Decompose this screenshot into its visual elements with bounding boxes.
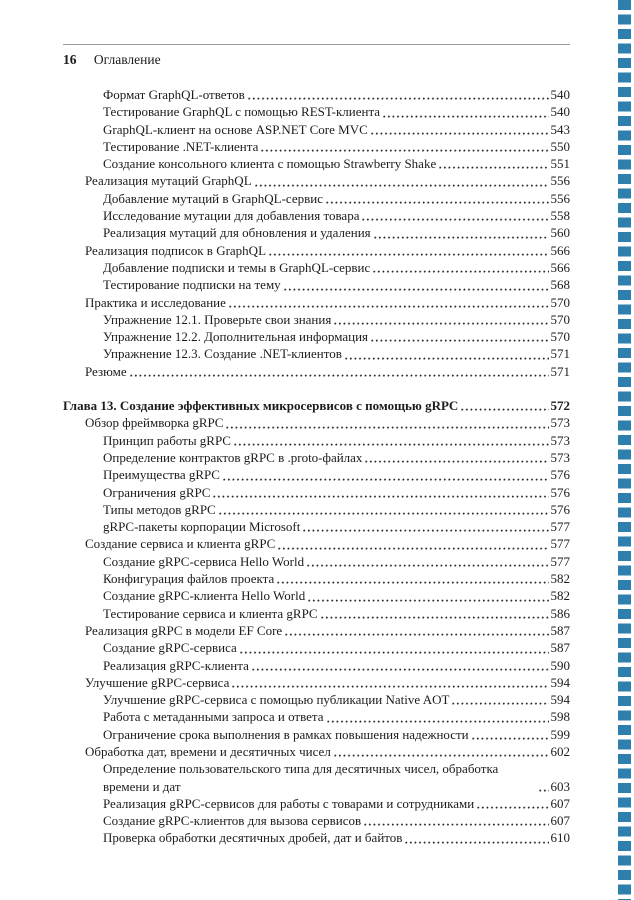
toc-entry (103, 553, 570, 570)
toc-entry-title: Добавление подписки и темы в GraphQL-сервис (103, 259, 371, 275)
toc-entry (103, 570, 570, 587)
dot-leader (452, 701, 548, 705)
toc-entry-page: 586 (550, 605, 570, 621)
dot-leader (362, 217, 548, 221)
toc-entry (103, 587, 570, 604)
toc-entry-title: Создание gRPC-сервиса Hello World (103, 553, 305, 569)
toc-entry (103, 449, 570, 466)
scrollbar-strip[interactable] (618, 0, 631, 900)
toc-entry-title: Определение контрактов gRPC в .proto-файлах (103, 449, 363, 465)
toc-entry-title: Практика и исследование (85, 294, 226, 310)
toc-entry-title: Проверка обработки десятичных дробей, дат и байтов (103, 830, 403, 846)
toc-entry-page: 594 (550, 674, 570, 690)
dot-leader (269, 252, 548, 256)
toc-entry (103, 466, 570, 483)
dot-leader (461, 407, 548, 411)
dot-leader (334, 753, 549, 757)
dot-leader (405, 840, 548, 844)
toc-entry-title: Реализация gRPC-клиента (103, 657, 249, 673)
toc-entry-title: Конфигурация файлов проекта (103, 571, 275, 587)
toc-entry-title: Реализация подписок в GraphQL (85, 242, 267, 258)
toc-entry-title: Упражнение 12.2. Дополнительная информация (103, 329, 369, 345)
dot-leader (383, 114, 548, 118)
toc-entry (103, 829, 570, 846)
dot-leader (255, 183, 549, 187)
toc-entry-title: Создание сервиса и клиента gRPC (85, 536, 276, 552)
dot-leader (303, 528, 548, 532)
toc-entry (85, 294, 570, 311)
toc-entry (103, 760, 570, 795)
toc-entry-title: Тестирование подписки на тему (103, 277, 281, 293)
toc-entry (103, 708, 570, 725)
dot-leader (477, 805, 548, 809)
toc-entry (103, 501, 570, 518)
toc-entry-page: 577 (550, 553, 570, 569)
toc-entry-page: 571 (550, 346, 570, 362)
toc-entry-title: Создание gRPC-клиентов для вызова сервисов (103, 813, 362, 829)
toc-entry-title: Реализация мутаций GraphQL (85, 173, 252, 189)
toc-entry-page: 577 (550, 519, 570, 535)
dot-leader (229, 304, 549, 308)
toc-entry-title: Резюме (85, 363, 127, 379)
dot-leader (307, 563, 548, 567)
toc-entry (103, 328, 570, 345)
toc-entry (103, 207, 570, 224)
toc-entry-title: Глава 13. Создание эффективных микросервисов с помощью gRPC (63, 398, 459, 414)
toc-entry-title: Создание консольного клиента с помощью Strawberry Shake (103, 156, 437, 172)
toc-entry-page: 594 (550, 692, 570, 708)
toc-entry-page: 610 (550, 830, 570, 846)
dot-leader (321, 615, 549, 619)
toc-entry (85, 172, 570, 189)
running-head-title: Оглавление (93, 52, 161, 67)
dot-leader (234, 442, 549, 446)
toc-entry-page: 577 (550, 536, 570, 552)
toc-entry-page: 570 (550, 311, 570, 327)
toc-entry-page: 607 (550, 795, 570, 811)
toc-entry-title: Реализация gRPC в модели EF Core (85, 622, 283, 638)
toc-entry (103, 190, 570, 207)
toc-entry-title: Формат GraphQL-ответов (103, 87, 245, 102)
dot-leader (472, 736, 549, 740)
dot-leader (240, 650, 549, 654)
toc-entry-page: 556 (550, 190, 570, 206)
toc-entry (103, 795, 570, 812)
toc-entry-page: 582 (550, 571, 570, 587)
toc-entry-page: 590 (550, 657, 570, 673)
toc-entry (85, 743, 570, 760)
toc-entry (103, 639, 570, 656)
toc-entry-title: Улучшение gRPC-сервиса (85, 674, 230, 690)
toc-entry-page: 551 (550, 156, 570, 172)
toc-entry-page: 573 (550, 432, 570, 448)
dot-leader (364, 822, 548, 826)
dot-leader (371, 131, 549, 135)
toc-entry-page: 556 (550, 173, 570, 189)
dot-leader (308, 598, 548, 602)
toc-entry-title: Типы методов gRPC (103, 501, 216, 517)
toc-entry-page: 587 (550, 622, 570, 638)
toc-entry-page: 566 (550, 242, 570, 258)
toc-entry-title: Обзор фреймворка gRPC (85, 415, 224, 431)
toc-entry-page: 570 (550, 329, 570, 345)
toc-entry-page: 607 (550, 813, 570, 829)
toc-entry-page: 540 (550, 87, 570, 102)
toc-entry-title: Тестирование .NET-клиента (103, 138, 259, 154)
dot-leader (261, 148, 548, 152)
toc-entry (85, 363, 570, 380)
toc-entry (103, 518, 570, 535)
toc-list (63, 86, 570, 847)
toc-entry-title: Упражнение 12.3. Создание .NET-клиентов (103, 346, 342, 362)
dot-leader (285, 632, 548, 636)
toc-entry (103, 726, 570, 743)
toc-entry (103, 311, 570, 328)
toc-entry (103, 86, 570, 103)
toc-entry (103, 812, 570, 829)
toc-entry-title: Упражнение 12.1. Проверьте свои знания (103, 311, 332, 327)
dot-leader (226, 425, 548, 429)
toc-entry (103, 224, 570, 241)
dot-leader (373, 269, 548, 273)
toc-entry (85, 414, 570, 431)
dot-leader (327, 719, 549, 723)
toc-entry-page: 602 (550, 743, 570, 759)
toc-entry (103, 691, 570, 708)
toc-entry-title: GraphQL-клиент на основе ASP.NET Core MVC (103, 121, 368, 137)
toc-entry-page: 603 (550, 778, 570, 794)
dot-leader (219, 511, 549, 515)
dot-leader (365, 459, 548, 463)
running-header (63, 44, 570, 68)
toc-entry-title: Ограничение срока выполнения в рамках повышения надежности (103, 726, 469, 742)
toc-entry-page: 598 (550, 709, 570, 725)
toc-entry (103, 103, 570, 120)
toc-entry-page: 582 (550, 588, 570, 604)
toc-entry-page: 572 (550, 398, 570, 414)
dot-leader (539, 788, 549, 792)
dot-leader (371, 338, 548, 342)
toc-entry-title: Определение пользовательского типа для десятичных чисел, обработка времени и дат (103, 761, 499, 794)
dot-leader (439, 165, 548, 169)
toc-entry (103, 657, 570, 674)
toc-entry-title: Создание gRPC-сервиса (103, 640, 237, 656)
toc-entry (85, 535, 570, 552)
dot-leader (223, 477, 549, 481)
dot-leader (284, 287, 549, 291)
toc-entry-page: 568 (550, 277, 570, 293)
toc-entry (103, 121, 570, 138)
toc-entry-title: Исследование мутации для добавления товара (103, 208, 360, 224)
toc-entry-title: Преимущества gRPC (103, 467, 220, 483)
toc-entry-page: 566 (550, 259, 570, 275)
toc-entry-page: 543 (550, 121, 570, 137)
toc-entry-page: 550 (550, 138, 570, 154)
toc-entry-page: 573 (550, 415, 570, 431)
toc-entry (85, 242, 570, 259)
dot-leader (374, 235, 549, 239)
toc-entry-page: 570 (550, 294, 570, 310)
page-number: 16 (63, 52, 77, 67)
toc-entry (85, 622, 570, 639)
dot-leader (277, 580, 548, 584)
dot-leader (334, 321, 548, 325)
toc-entry (103, 155, 570, 172)
dot-leader (345, 356, 549, 360)
toc-entry (103, 259, 570, 276)
dot-leader (213, 494, 548, 498)
toc-entry (85, 674, 570, 691)
toc-entry-page: 587 (550, 640, 570, 656)
toc-entry-title: Добавление мутаций в GraphQL-сервис (103, 190, 323, 206)
toc-entry-title: Реализация gRPC-сервисов для работы с товарами и сотрудниками (103, 795, 475, 811)
toc-entry-title: Тестирование GraphQL с помощью REST-клиента (103, 104, 381, 120)
toc-entry (103, 276, 570, 293)
dot-leader (248, 96, 549, 100)
toc-entry-title: Улучшение gRPC-сервиса с помощью публикации Native AOT (103, 692, 450, 708)
toc-entry-title: Создание gRPC-клиента Hello World (103, 588, 306, 604)
dot-leader (278, 546, 548, 550)
toc-entry (63, 397, 570, 414)
toc-entry-page: 599 (550, 726, 570, 742)
toc-entry-page: 571 (550, 363, 570, 379)
toc-entry-page: 573 (550, 449, 570, 465)
toc-entry-page: 560 (550, 225, 570, 241)
dot-leader (252, 667, 549, 671)
toc-entry-title: Реализация мутаций для обновления и удаления (103, 225, 371, 241)
toc-entry-title: Обработка дат, времени и десятичных чисел (85, 743, 331, 759)
toc-entry (103, 432, 570, 449)
toc-entry-page: 558 (550, 208, 570, 224)
toc-entry-page: 576 (550, 467, 570, 483)
toc-entry (103, 138, 570, 155)
dot-leader (232, 684, 548, 688)
toc-entry-title: Принцип работы gRPC (103, 432, 231, 448)
dot-leader (130, 373, 549, 377)
dot-leader (326, 200, 549, 204)
toc-entry-title: Ограничения gRPC (103, 484, 211, 500)
toc-entry-page: 576 (550, 484, 570, 500)
toc-entry-title: Тестирование сервиса и клиента gRPC (103, 605, 318, 621)
toc-entry-page: 540 (550, 104, 570, 120)
toc-entry-page: 576 (550, 501, 570, 517)
toc-entry-title: Работа с метаданными запроса и ответа (103, 709, 324, 725)
toc-entry (103, 345, 570, 362)
toc-entry (103, 605, 570, 622)
toc-entry (103, 484, 570, 501)
toc-entry-title: gRPC-пакеты корпорации Microsoft (103, 519, 301, 535)
